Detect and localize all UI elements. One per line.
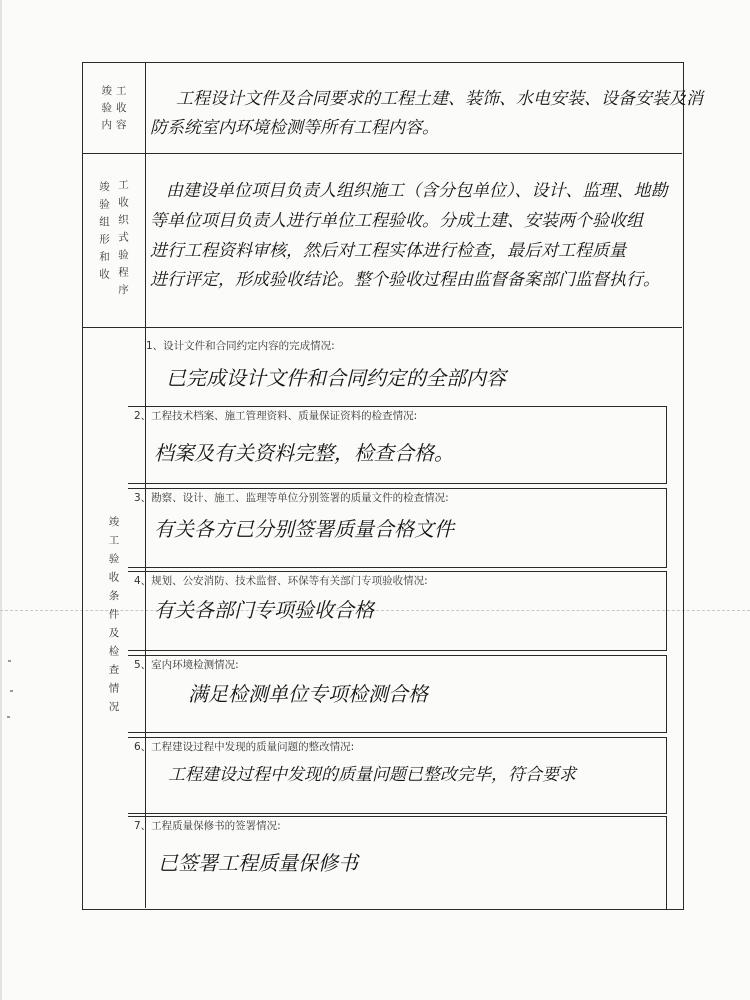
item-answer: 工程建设过程中发现的质量问题已整改完毕，符合要求 xyxy=(168,765,576,785)
condition-item xyxy=(128,488,667,568)
scan-speck xyxy=(10,690,13,692)
organization-line: 由建设单位项目负责人组织施工（含分包单位）、设计、监理、地勘 xyxy=(166,181,668,201)
label-column: 工收织式验程序 xyxy=(117,178,129,302)
item-heading: 1、设计文件和合同约定内容的完成情况: xyxy=(146,340,335,352)
item-answer: 有关各方已分别签署质量合格文件 xyxy=(154,517,454,541)
scan-speck xyxy=(7,716,10,718)
condition-item xyxy=(128,737,667,814)
item-heading: 4、规划、公安消防、技术监督、环保等有关部门专项验收情况: xyxy=(134,575,428,587)
item-answer: 档案及有关资料完整，检查合格。 xyxy=(154,441,454,465)
organization-line: 进行评定，形成验收结论。整个验收过程由监督备案部门监督执行。 xyxy=(150,270,660,290)
organization-line: 等单位项目负责人进行单位工程验收。分成土建、安装两个验收组 xyxy=(150,211,643,231)
label-char: 工 xyxy=(116,84,127,97)
condition-item xyxy=(128,655,667,733)
scan-speck xyxy=(8,660,11,662)
content-line: 工程设计文件及合同要求的工程土建、装饰、水电安装、设备安装及消 xyxy=(176,89,703,109)
item-answer: 已完成设计文件和合同约定的全部内容 xyxy=(166,366,506,390)
item-answer: 已签署工程质量保修书 xyxy=(158,851,358,875)
organization-line: 进行工程资料审核，然后对工程实体进行检查，最后对工程质量 xyxy=(150,241,626,261)
item-heading: 3、勘察、设计、施工、监理等单位分别签署的质量文件的检查情况: xyxy=(134,492,449,504)
item-answer: 有关各部门专项验收合格 xyxy=(154,598,374,622)
label-char: 内 xyxy=(101,118,112,131)
label-char: 收 xyxy=(116,101,127,114)
condition-item xyxy=(128,816,667,910)
label-char: 竣 xyxy=(101,84,112,97)
item-heading: 2、工程技术档案、施工管理资料、质量保证资料的检查情况: xyxy=(134,410,418,422)
label-column: 竣验组形和收 xyxy=(98,180,110,286)
label-char: 验 xyxy=(101,101,112,114)
condition-item xyxy=(128,406,667,484)
row-divider xyxy=(83,153,682,154)
content-label xyxy=(83,63,145,153)
item-heading: 5、室内环境检测情况: xyxy=(134,659,239,671)
item-heading: 7、工程质量保修书的签署情况: xyxy=(134,820,281,832)
item-heading: 6、工程建设过程中发现的质量问题的整改情况: xyxy=(134,741,355,753)
label-column: 竣工验收条件及检查情况 xyxy=(107,515,120,720)
condition-item xyxy=(128,571,667,651)
label-char: 容 xyxy=(116,118,127,131)
row-divider xyxy=(83,327,682,328)
item-answer: 满足检测单位专项检测合格 xyxy=(188,682,428,706)
content-line: 防系统室内环境检测等所有工程内容。 xyxy=(150,118,439,138)
organization-label xyxy=(83,153,145,327)
